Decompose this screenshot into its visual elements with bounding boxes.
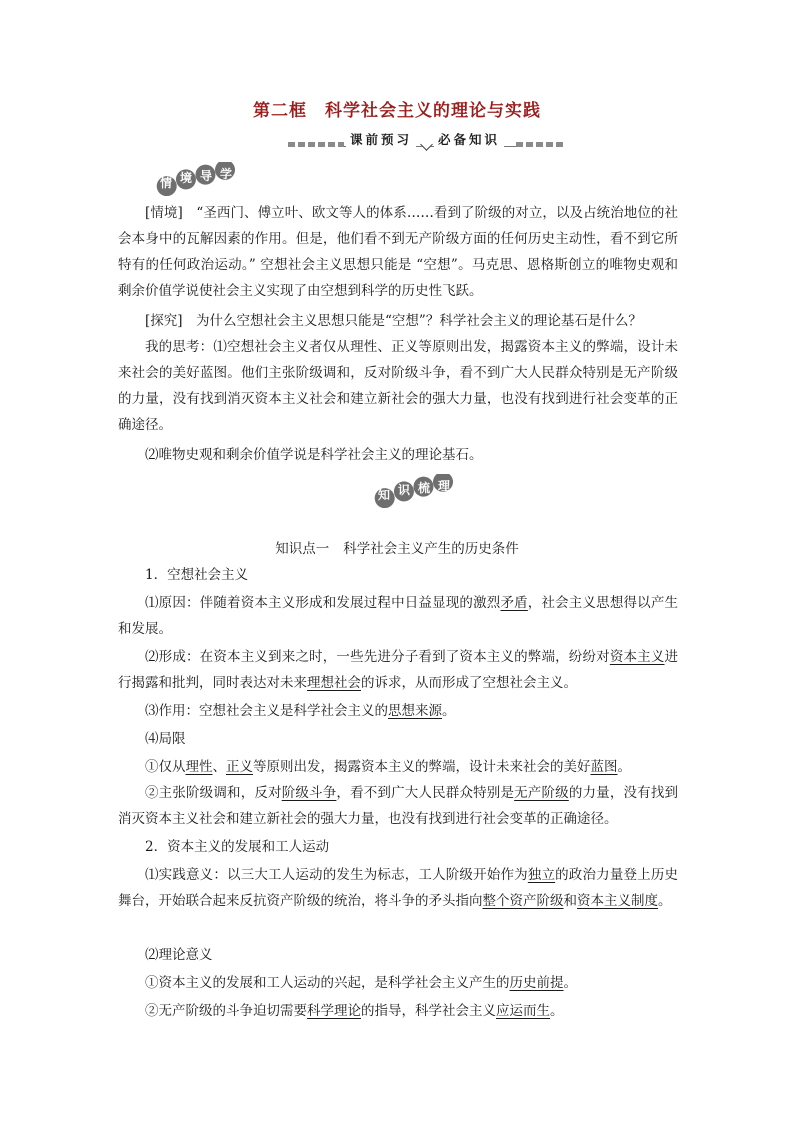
theoretical-point-2: ②无产阶级的斗争迫切需要科学理论的指导，科学社会主义应运而生。 xyxy=(145,1003,564,1019)
underlined-term: 蓝图 xyxy=(590,759,618,775)
svg-text:学: 学 xyxy=(219,167,233,181)
knowledge-point-number: 知识点一 xyxy=(275,541,330,557)
title-section-number: 第二框 xyxy=(253,101,307,121)
theoretical-point-1: ①资本主义的发展和工人运动的兴起，是科学社会主义产生的历史前提。 xyxy=(145,975,577,991)
underlined-term: 阶级斗争 xyxy=(281,785,337,801)
limitation-point-1: ①仅从理性、正义等原则出发，揭露资本主义的弊端，设计未来社会的美好蓝图。 xyxy=(145,759,631,775)
svg-text:理: 理 xyxy=(437,479,451,493)
dotted-rule-right xyxy=(516,142,566,147)
knowledge-point-title: 科学社会主义产生的历史条件 xyxy=(343,541,519,557)
svg-text:导: 导 xyxy=(199,169,213,183)
underlined-term: 独立 xyxy=(527,867,556,883)
underlined-term: 资本主义 xyxy=(609,649,665,665)
svg-text:梳: 梳 xyxy=(417,481,431,495)
limitation-heading: ⑷局限 xyxy=(145,731,186,747)
underlined-term: 应运而生 xyxy=(496,1003,550,1019)
my-thinking-paragraph: 我的思考：⑴空想社会主义者仅从理性、正义等原则出发，揭露资本主义的弊端，设计未来社会的美好蓝图。他们主张阶级调和，反对阶级斗争，看不到广大人民群众特别是无产阶级的力量，没有找到消灭资本主义社会和建立新社会的强大力量，也没有找到进行社会变革的正确途径。 xyxy=(118,339,678,433)
section-heading-2: 2．资本主义的发展和工人运动 xyxy=(145,839,330,855)
thinking-point-2: ⑵唯物史观和剩余价值学说是科学社会主义的理论基石。 xyxy=(145,447,483,463)
underlined-term: 思想来源 xyxy=(388,703,442,719)
badge-graphic xyxy=(366,474,462,508)
practical-significance-paragraph: ⑴实践意义：以三大工人运动的发生为标志，工人阶级开始作为独立的政治力量登上历史舞台，开始联合起来反抗资产阶级的统治，将斗争的矛头指向整个资产阶级和资本主义制度。 xyxy=(118,867,679,909)
svg-text:情: 情 xyxy=(159,176,173,190)
subtitle-left: 课前预习 xyxy=(346,130,416,148)
section-subtitle-bar xyxy=(288,130,566,152)
underlined-term: 资产阶级 xyxy=(509,893,564,909)
situation-paragraph: [情境] “圣西门、傅立叶、欧文等人的体系……看到了阶级的对立，以及占统治地位的社会本身中的瓦解因素的作用。但是，他们看不到无产阶级方面的任何历史主动性，看不到它所特有的任何政治运动。” 空想社会主义思想只能是 “空想”。马克思、恩格斯创立的唯物史观和剩余价值学说使社会主义实现了由空想到科学的历史性飞跃。 xyxy=(118,205,678,299)
underlined-term: 理性 xyxy=(185,759,213,775)
underlined-term: 矛盾 xyxy=(500,595,528,611)
underlined-term: 整个 xyxy=(482,893,510,909)
section-heading-1: 1．空想社会主义 xyxy=(145,567,249,583)
subtitle-right: 必备知识 xyxy=(434,130,504,148)
dotted-rule-left xyxy=(288,142,344,147)
badge-graphic xyxy=(148,162,244,196)
chevron-down-icon xyxy=(420,138,433,151)
formation-paragraph: ⑵形成：在资本主义到来之时，一些先进分子看到了资本主义的弊端，纷纷对资本主义进行揭露和批判，同时表达对未来理想社会的诉求，从而形成了空想社会主义。 xyxy=(118,649,679,691)
underlined-term: 资本主义制度 xyxy=(577,893,658,909)
underlined-term: 科学理论 xyxy=(307,1003,361,1019)
svg-text:识: 识 xyxy=(397,483,411,497)
inquiry-question: [探究] 为什么空想社会主义思想只能是“空想”？科学社会主义的理论基石是什么？ xyxy=(145,313,642,329)
knowledge-badge xyxy=(366,474,462,508)
title-text: 科学社会主义的理论与实践 xyxy=(325,101,541,121)
reason-paragraph: ⑴原因：伴随着资本主义形成和发展过程中日益显现的激烈矛盾，社会主义思想得以产生和发展。 xyxy=(118,595,679,637)
underlined-term: 正义 xyxy=(226,759,253,775)
situation-badge xyxy=(148,162,244,196)
limitation-point-2: ②主张阶级调和，反对阶级斗争，看不到广大人民群众特别是无产阶级的力量，没有找到消灭资本主义社会和建立新社会的强大力量，也没有找到进行社会变革的正确途径。 xyxy=(118,785,679,827)
role-paragraph: ⑶作用：空想社会主义是科学社会主义的思想来源。 xyxy=(145,703,456,719)
underlined-term: 理想社会 xyxy=(307,675,361,691)
theoretical-significance-heading: ⑵理论意义 xyxy=(145,947,213,963)
underlined-term: 历史前提 xyxy=(509,975,564,991)
knowledge-point-heading xyxy=(0,538,794,560)
svg-text:知: 知 xyxy=(377,488,391,502)
page-title xyxy=(0,96,794,121)
underlined-term: 无产阶级 xyxy=(514,785,569,801)
svg-text:境: 境 xyxy=(179,171,193,185)
